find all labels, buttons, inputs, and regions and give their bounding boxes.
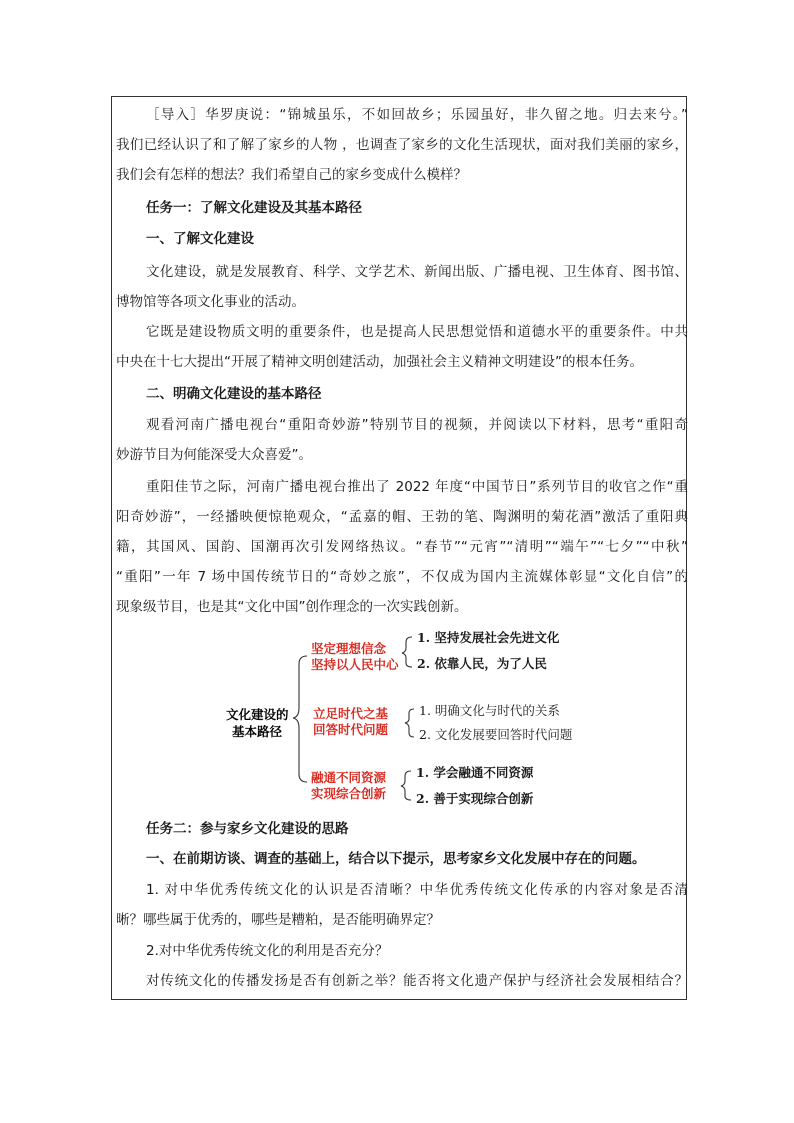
intro-paragraph-line: 我们已经认识了和了解了家乡的人物 ，也调查了家乡的文化生活现状，面对我们美丽的家乡， (116, 137, 688, 153)
diagram-root-line-1: 文化建设的 (226, 707, 289, 722)
question-intro-heading: 一、在前期访谈、调查的基础上，结合以下提示，思考家乡文化发展中存在的问题。 (146, 851, 646, 867)
question-one-line: 1. 对中华优秀传统文化的认识是否清晰？中华优秀传统文化传承的内容对象是否清 (146, 882, 688, 898)
branch-1-label-line-1: 坚定理想信念 (311, 641, 387, 656)
material-paragraph-line: “重阳”一年 7 场中国传统节日的“奇妙之旅”，不仅成为国内主流媒体彰显“文化自信”的 (116, 569, 688, 585)
branch-2-label-line-1: 立足时代之基 (313, 706, 389, 721)
section-heading-path: 二、明确文化建设的基本路径 (146, 386, 322, 402)
branch-1-item-1: 1. 坚持发展社会先进文化 (417, 630, 560, 645)
diagram-root-line-2: 基本路径 (232, 724, 283, 739)
condition-paragraph-line: 它既是建设物质文明的重要条件，也是提高人民思想觉悟和道德水平的重要条件。中共 (146, 324, 688, 340)
branch-1-label-line-2: 坚持以人民中心 (311, 657, 399, 672)
branch-brace-1 (402, 637, 412, 667)
branch-3-label-line-1: 融通不同资源 (311, 770, 387, 785)
root-brace (293, 656, 307, 782)
material-paragraph-line: 籍，其国风、国韵、国潮再次引发网络热议。“春节”“元宵”“清明”“端午”“七夕”“中秋” (116, 539, 688, 555)
definition-paragraph-line: 文化建设，就是发展教育、科学、文学艺术、新闻出版、广播电视、卫生体育、图书馆、 (146, 264, 688, 280)
branch-2-item-1: 1. 明确文化与时代的关系 (419, 703, 560, 718)
branch-2-label-line-2: 回答时代问题 (313, 722, 389, 737)
section-heading-understand: 一、了解文化建设 (146, 231, 254, 247)
branch-1-item-2: 2. 依靠人民，为了人民 (417, 656, 547, 671)
material-paragraph-line: 阳奇妙游”，一经播映便惊艳观众，“孟嘉的帽、王勃的笔、陶渊明的菊花酒”激活了重阳典 (116, 509, 688, 525)
question-two-line: 2.对中华优秀传统文化的利用是否充分？ (146, 943, 389, 959)
definition-paragraph-line: 博物馆等各项文化事业的活动。 (116, 294, 305, 310)
branch-brace-3 (401, 771, 411, 800)
branch-2-item-2: 2. 文化发展要回答时代问题 (419, 727, 573, 742)
material-paragraph-line: 现象级节目，也是其“文化中国”创作理念的一次实践创新。 (116, 599, 468, 615)
intro-paragraph-line: ［导入］华罗庚说：“锦城虽乐，不如回故乡；乐园虽好，非久留之地。归去来兮。” (146, 107, 688, 123)
question-three-line: 对传统文化的传播发扬是否有创新之举？能否将文化遗产保护与经济社会发展相结合？ (146, 973, 688, 989)
material-paragraph-line: 重阳佳节之际，河南广播电视台推出了 2022 年度“中国节日”系列节目的收官之作“重 (146, 479, 688, 495)
task-one-heading: 任务一：了解文化建设及其基本路径 (146, 200, 362, 216)
task-two-heading: 任务二：参与家乡文化建设的思路 (146, 821, 349, 837)
branch-3-item-1: 1. 学会融通不同资源 (416, 765, 534, 780)
watch-paragraph-line: 观看河南广播电视台“重阳奇妙游”特别节目的视频，并阅读以下材料，思考“重阳奇 (146, 417, 688, 433)
branch-3-label-line-2: 实现综合创新 (311, 786, 387, 801)
intro-paragraph-line: 我们会有怎样的想法？我们希望自己的家乡变成什么模样？ (116, 167, 467, 183)
branch-brace-2 (405, 709, 414, 737)
question-one-line: 晰？哪些属于优秀的，哪些是糟粕，是否能明确界定？ (116, 912, 440, 928)
branch-3-item-2: 2. 善于实现综合创新 (416, 791, 534, 806)
watch-paragraph-line: 妙游节目为何能深受大众喜爱”。 (116, 447, 312, 463)
condition-paragraph-line: 中央在十七大提出“开展了精神文明创建活动，加强社会主义精神文明建设”的根本任务。 (116, 354, 643, 370)
